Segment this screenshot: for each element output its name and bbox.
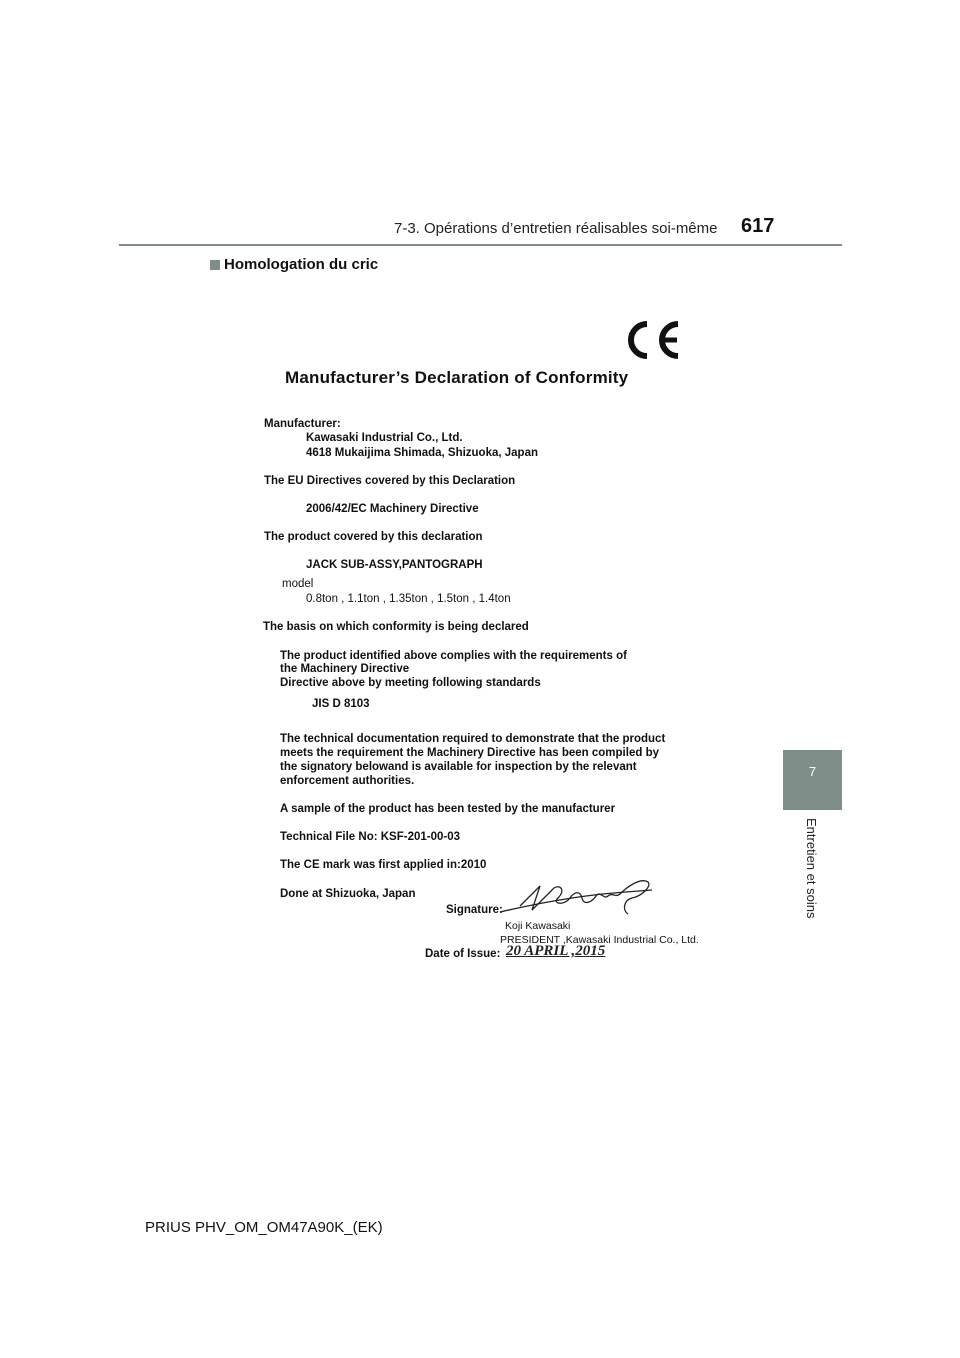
done-at: Done at Shizuoka, Japan <box>280 888 416 900</box>
basis-label: The basis on which conformity is being declared <box>263 621 529 633</box>
section-heading-text: Homologation du cric <box>224 256 379 273</box>
chapter-label <box>804 818 824 938</box>
date-label: Date of Issue: <box>425 948 501 960</box>
signature-label: Signature: <box>446 904 503 916</box>
model-label: model <box>282 578 314 590</box>
technical-line: The technical documentation required to demonstrate that the product <box>280 733 666 745</box>
model-values: 0.8ton , 1.1ton , 1.35ton , 1.5ton , 1.4ton <box>306 593 511 605</box>
manufacturer-label: Manufacturer: <box>264 418 341 430</box>
signatory-title: PRESIDENT ,Kawasaki Industrial Co., Ltd. <box>500 934 699 946</box>
signature-scribble <box>496 876 656 920</box>
basis-line: the Machinery Directive <box>280 663 410 675</box>
signatory-name: Koji Kawasaki <box>505 920 571 932</box>
technical-line: enforcement authorities. <box>280 775 415 787</box>
header-section-title: 7-3. Opérations d’entretien réalisables soi-même <box>394 220 718 237</box>
footer-document-code: PRIUS PHV_OM_OM47A90K_(EK) <box>145 1219 383 1236</box>
certificate-title: Manufacturer’s Declaration of Conformity <box>285 368 629 387</box>
eu-directives-label: The EU Directives covered by this Declaration <box>264 475 516 487</box>
basis-line: Directive above by meeting following standards <box>280 677 541 689</box>
technical-file: Technical File No: KSF-201-00-03 <box>280 831 461 843</box>
basis-line: The product identified above complies with the requirements of <box>280 650 627 662</box>
section-heading <box>210 256 378 273</box>
date-value: 20 APRIL ,2015 <box>506 943 606 959</box>
technical-line: the signatory belowand is available for inspection by the relevant <box>280 761 637 773</box>
chapter-number: 7 <box>808 764 817 779</box>
sample-line: A sample of the product has been tested by the manufacturer <box>280 803 616 815</box>
standard: JIS D 8103 <box>312 698 370 710</box>
header-divider <box>119 244 842 246</box>
page-number: 617 <box>741 215 775 237</box>
manufacturer-name: Kawasaki Industrial Co., Ltd. <box>306 432 463 444</box>
technical-line: meets the requirement the Machinery Directive has been compiled by <box>280 747 659 759</box>
ce-mark-icon <box>620 318 684 362</box>
ce-applied: The CE mark was first applied in:2010 <box>280 859 487 871</box>
chapter-label-text: Entretien et soins <box>804 818 819 919</box>
square-bullet-icon <box>210 260 220 270</box>
manufacturer-address: 4618 Mukaijima Shimada, Shizuoka, Japan <box>306 447 539 459</box>
chapter-tab <box>783 750 842 810</box>
product-name: JACK SUB-ASSY,PANTOGRAPH <box>306 559 483 571</box>
product-label: The product covered by this declaration <box>264 531 483 543</box>
directive: 2006/42/EC Machinery Directive <box>306 503 479 515</box>
